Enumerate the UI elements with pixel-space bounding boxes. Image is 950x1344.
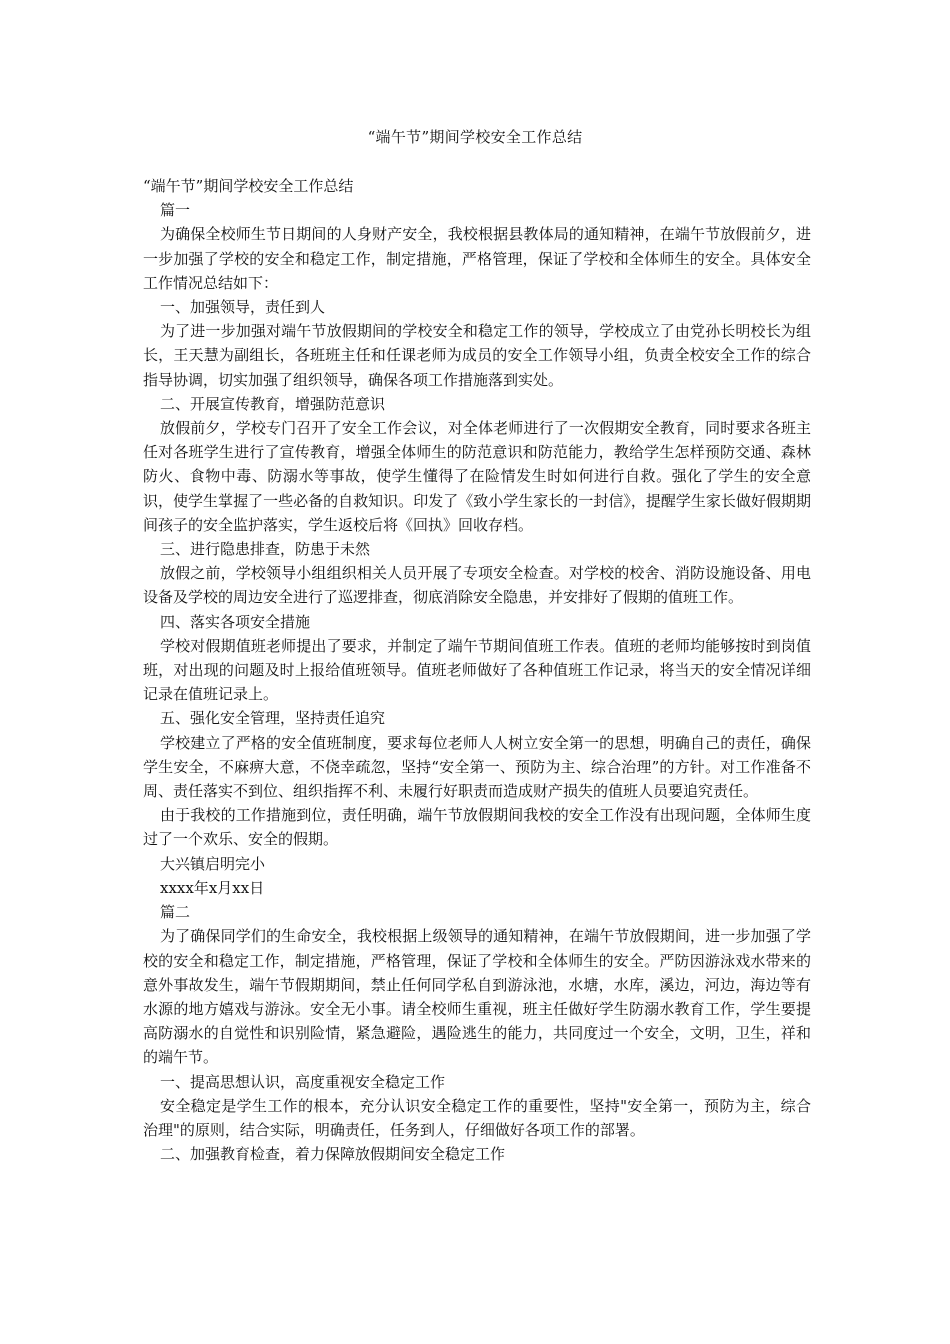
paragraph: 放假前夕，学校专门召开了安全工作会议，对全体老师进行了一次假期安全教育，同时要求各班主任对各班学生进行了宣传教育，增强全体师生的防范意识和防范能力，教给学生怎样预防交通、森林防火、食物中毒、防溺水等事故，使学生懂得了在险情发生时如何进行自救。强化了学生的安全意识，使学生掌握了一些必备的自救知识。印发了《致小学生家长的一封信》，提醒学生家长做好假期期间孩子的安全监护落实，学生返校后将《回执》回收存档。 bbox=[143, 419, 811, 534]
section-heading: 三、进行隐患排查，防患于未然 bbox=[160, 540, 371, 559]
document-title: “端午节”期间学校安全工作总结 bbox=[367, 128, 583, 146]
section-heading: 四、落实各项安全措施 bbox=[160, 612, 311, 631]
paragraph: 安全稳定是学生工作的根本，充分认识安全稳定工作的重要性，坚持"安全第一，预防为主，综合治理"的原则，结合实际，明确责任，任务到人，仔细做好各项工作的部署。 bbox=[143, 1096, 811, 1139]
document-body bbox=[143, 174, 811, 1166]
paragraph: 学校建立了严格的安全值班制度，要求每位老师人人树立安全第一的思想，明确自己的责任，确保学生安全，不麻痹大意，不侥幸疏忽，坚持“安全第一、预防为主、综合治理”的方针。对工作准备不周、责任落实不到位、组织指挥不利、未履行好职责而造成财产损失的值班人员要追究责任。 bbox=[143, 733, 811, 801]
paragraph: 由于我校的工作措施到位，责任明确，端午节放假期间我校的安全工作没有出现问题，全体师生度过了一个欢乐、安全的假期。 bbox=[143, 806, 811, 849]
section-heading: 二、开展宣传教育，增强防范意识 bbox=[160, 394, 386, 413]
section-heading: 一、加强领导，责任到人 bbox=[160, 298, 326, 317]
section-heading: 篇二 bbox=[160, 903, 191, 922]
section-heading: 二、加强教育检查，着力保障放假期间安全稳定工作 bbox=[160, 1145, 506, 1164]
section-heading: 篇一 bbox=[160, 201, 191, 220]
paragraph: 为确保全校师生节日期间的人身财产安全，我校根据县教体局的通知精神，在端午节放假前夕，进一步加强了学校的安全和稳定工作，制定措施，严格管理，保证了学校和全体师生的安全。具体安全工作情况总结如下： bbox=[143, 225, 811, 292]
paragraph: 为了进一步加强对端午节放假期间的学校安全和稳定工作的领导，学校成立了由党孙长明校长为组长，王天慧为副组长，各班班主任和任课老师为成员的安全工作领导小组，负责全校安全工作的综合指导协调，切实加强了组织领导，确保各项工作措施落到实处。 bbox=[143, 322, 811, 389]
paragraph: 放假之前，学校领导小组组织相关人员开展了专项安全检查。对学校的校舍、消防设施设备、用电设备及学校的周边安全进行了巡逻排查，彻底消除安全隐患，并安排好了假期的值班工作。 bbox=[143, 564, 811, 607]
paragraph: 学校对假期值班老师提出了要求，并制定了端午节期间值班工作表。值班的老师均能够按时到岗值班，对出现的问题及时上报给值班领导。值班老师做好了各种值班工作记录，将当天的安全情况详细记录在值班记录上。 bbox=[143, 636, 811, 704]
section-heading: 一、提高思想认识，高度重视安全稳定工作 bbox=[160, 1072, 446, 1091]
section-heading: xxxx年x月xx日 bbox=[160, 878, 265, 897]
section-heading: 五、强化安全管理，坚持责任追究 bbox=[160, 709, 386, 728]
paragraph: “端午节”期间学校安全工作总结 bbox=[143, 177, 354, 195]
paragraph: 为了确保同学们的生命安全，我校根据上级领导的通知精神，在端午节放假期间，进一步加强了学校的安全和稳定工作，制定措施，严格管理，保证了学校和全体师生的安全。严防因游泳戏水带来的意外事故发生，端午节假期期间，禁止任何同学私自到游泳池，水塘，水库，溪边，河边，海边等有水源的地方嬉戏与游泳。安全无小事。请全校师生重视，班主任做好学生防溺水教育工作，学生要提高防溺水的自觉性和识别险情，紧急避险，遇险逃生的能力，共同度过一个安全，文明，卫生，祥和的端午节。 bbox=[143, 927, 811, 1067]
section-heading: 大兴镇启明完小 bbox=[160, 854, 266, 873]
